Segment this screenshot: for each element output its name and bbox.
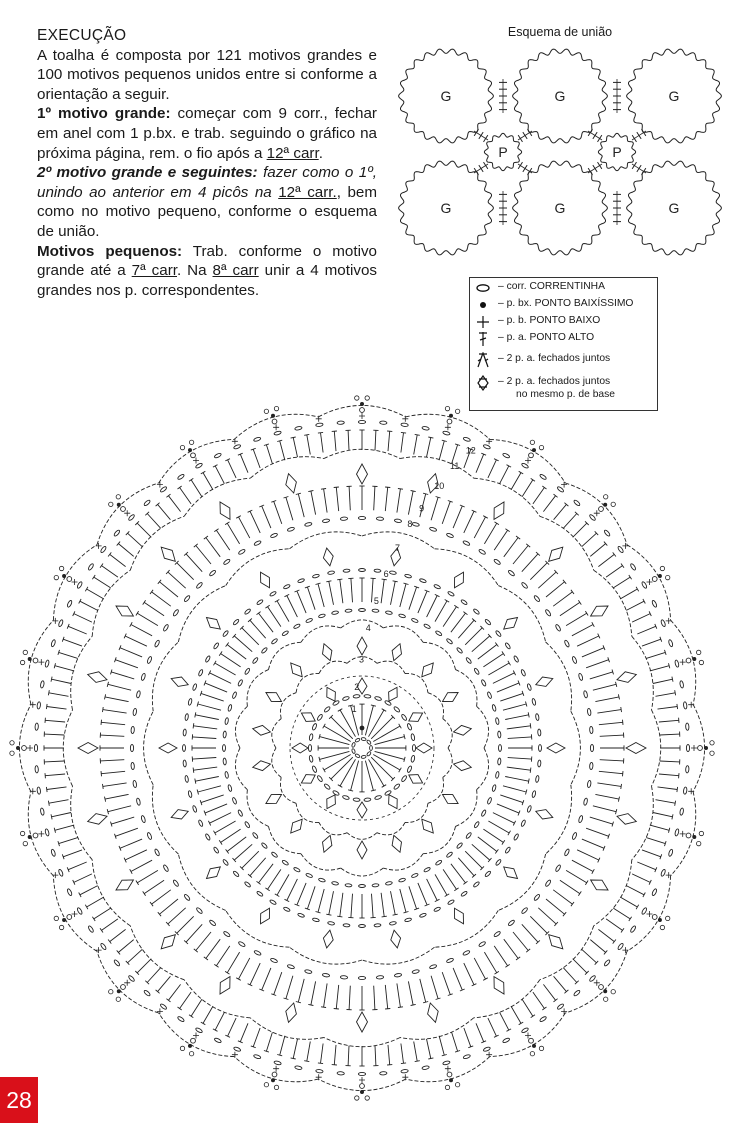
round-number-label: 4 <box>365 623 371 633</box>
step-text: Trab. conforme o motivo grande até a <box>37 242 377 280</box>
instructions-heading: EXECUÇÃO <box>37 27 127 44</box>
join-ticks <box>588 162 602 175</box>
round-10-trebles <box>44 430 680 1066</box>
intro-text: A toalha é composta por 121 motivos grandes e 100 motivos pequenos unidos entre si conforme a orientação a seguir. <box>37 46 377 103</box>
round-number-label: 10 <box>434 481 445 492</box>
join-ticks <box>518 129 532 142</box>
large-motif-label: G <box>668 88 680 104</box>
legend-text: – 2 p. a. fechados juntos <box>498 353 611 364</box>
legend-text: – p. a. PONTO ALTO <box>498 332 595 343</box>
round-number-label: 3 <box>359 654 365 665</box>
small-motif <box>598 133 635 170</box>
round-number-label: 7 <box>395 543 401 553</box>
dot-icon <box>474 297 498 313</box>
step-text: começar com 9 corr., fechar em anel com 1 p.bx. e trab. seguindo o gráfico na próxima página, rem. o fio após a <box>37 105 377 162</box>
start-dot-marker <box>360 726 365 731</box>
legend-item <box>474 314 600 330</box>
round-3-arches <box>272 657 452 840</box>
join-ticks <box>613 191 621 225</box>
step-text: fazer como o 1º, unindo ao anterior em 4 picôs na <box>37 164 377 201</box>
round-number-label: 11 <box>450 461 460 472</box>
large-motif <box>513 161 608 255</box>
legend-text: – 2 p. a. fechados juntos <box>498 376 611 387</box>
round-4-chains <box>223 609 502 888</box>
step-large-first <box>37 104 377 163</box>
join-ticks <box>474 162 488 175</box>
round-5-chains <box>183 569 542 928</box>
join-ticks <box>632 129 646 142</box>
cluster-icon <box>474 352 498 368</box>
large-motif <box>627 49 722 143</box>
round-9-arches <box>63 449 661 1047</box>
small-motif-label: P <box>612 144 622 160</box>
chain-oval-icon <box>474 280 498 296</box>
legend-item <box>474 280 605 296</box>
small-motif <box>484 133 521 170</box>
large-motif-label: G <box>440 88 452 104</box>
large-motif <box>399 49 494 143</box>
step-large-first-label: 1º motivo grande: <box>37 105 171 123</box>
legend-item <box>474 297 633 313</box>
large-motif <box>399 161 494 255</box>
legend-text: no mesmo p. de base <box>516 389 616 400</box>
step-text: . Na <box>177 262 213 280</box>
round-11-chains <box>34 420 689 1075</box>
round-ref: 12ª carr <box>266 144 319 162</box>
round-number-label: 1 <box>351 704 357 714</box>
large-motif-label: G <box>554 200 566 216</box>
union-scheme-diagram <box>394 45 724 265</box>
join-ticks <box>499 79 507 113</box>
round-1-trebles <box>318 704 406 792</box>
round-ref: 8ª carr <box>212 262 259 280</box>
page-number: 28 <box>0 1077 38 1123</box>
round-11-stitches <box>27 413 697 1083</box>
legend-item <box>474 331 594 347</box>
round-9-clusters <box>78 464 646 1032</box>
join-ticks <box>632 162 646 175</box>
step-small-label: Motivos pequenos: <box>37 242 183 260</box>
join-ticks <box>588 129 602 142</box>
round-number-label: 5 <box>373 595 379 606</box>
round-8-trebles <box>100 486 624 1010</box>
large-motif-label: G <box>440 200 452 216</box>
round-numbers <box>352 446 476 714</box>
step-large-next <box>37 163 377 241</box>
crochet-chart <box>0 380 736 1127</box>
join-ticks <box>613 79 621 113</box>
step-text: , bem como no motivo pequeno, conforme o esquema de união. <box>37 183 377 240</box>
large-motif-label: G <box>554 88 566 104</box>
large-motif-label: G <box>668 200 680 216</box>
round-number-label: 9 <box>419 503 425 514</box>
legend-text: – p. bx. PONTO BAIXÍSSIMO <box>498 298 634 309</box>
join-ticks <box>474 129 488 142</box>
round-2-clusters <box>292 678 432 818</box>
step-text: . <box>318 144 323 162</box>
round-3-clusters <box>253 637 472 859</box>
union-scheme-title: Esquema de união <box>507 25 613 39</box>
large-motif <box>627 161 722 255</box>
step-large-next-label: 2º motivo grande e seguintes: <box>37 164 258 182</box>
round-5-trebles <box>192 578 532 918</box>
round-ref: 12ª carr. <box>278 183 337 201</box>
join-ticks <box>499 191 507 225</box>
legend-text: – corr. CORRENTINHA <box>498 281 605 292</box>
treble-icon <box>474 331 498 347</box>
legend-item <box>474 352 610 368</box>
legend-text: – p. b. PONTO BAIXO <box>498 315 601 326</box>
step-small <box>37 242 377 301</box>
instructions-block <box>37 26 377 300</box>
join-ticks <box>518 162 532 175</box>
round-number-label: 6 <box>383 569 389 580</box>
center-ring <box>351 737 372 758</box>
round-ref: 7ª carr <box>131 262 177 280</box>
round-number-label: 12 <box>465 445 476 456</box>
small-motif-label: P <box>498 144 508 160</box>
round-number-label: 2 <box>354 682 360 693</box>
intro-paragraph <box>37 46 377 105</box>
step-text: unir a 4 motivos grandes nos p. correspondentes. <box>37 262 377 299</box>
large-motif <box>513 49 608 143</box>
cross-icon <box>474 314 498 330</box>
round-number-label: 8 <box>407 519 413 530</box>
